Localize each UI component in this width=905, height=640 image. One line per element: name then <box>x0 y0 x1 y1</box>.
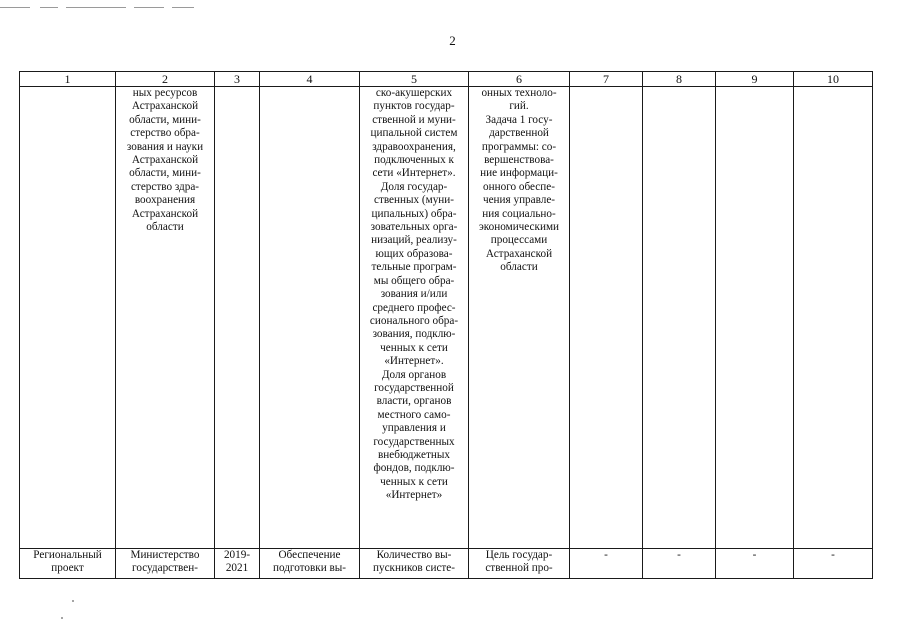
table-cell <box>116 87 215 549</box>
cell-text-line: Доля органов <box>381 368 447 381</box>
cell-text-line: низаций, реализу- <box>371 234 457 247</box>
cell-text-line: экономическими <box>478 221 560 234</box>
cell-text-line: 2021 <box>225 562 249 575</box>
cell-text-line: Астраханской <box>485 247 553 260</box>
cell-text-line: процессами <box>490 234 548 247</box>
cell-text-line: онного обеспе- <box>483 180 555 193</box>
cell-text-line: Региональный <box>33 549 102 561</box>
cell-text-line: пускников систе- <box>373 562 455 575</box>
column-number: 10 <box>794 72 873 87</box>
cell-text-line: дарственной <box>489 127 549 140</box>
table-cell <box>116 549 215 579</box>
cell-text-line: ственной и муни- <box>372 113 456 126</box>
cell-text-line: 2019- <box>223 549 251 561</box>
cell-text-line: Обеспечение <box>278 549 341 561</box>
cell-text-line: проект <box>51 562 84 575</box>
cell-text-line: ченных к сети <box>380 475 448 488</box>
cell-text-line: внебюджетных <box>378 448 450 461</box>
cell-text-line: фондов, подклю- <box>373 462 455 475</box>
cell-text-line: сионального обра- <box>369 314 459 327</box>
cell-text-line: ния социально- <box>482 207 556 220</box>
table-cell <box>360 87 469 549</box>
table-cell <box>469 87 570 549</box>
table-cell <box>469 549 570 579</box>
cell-text-line: области <box>500 261 538 274</box>
column-number: 3 <box>215 72 260 87</box>
table-row <box>20 87 873 549</box>
cell-text-line: подключенных к <box>374 154 454 167</box>
table-cell <box>20 87 116 549</box>
scan-artifact-line <box>134 7 164 8</box>
cell-text-line: Астраханской <box>131 100 199 113</box>
cell-text-line: государственных <box>373 435 455 448</box>
cell-text-line: Астраханской <box>131 154 199 167</box>
cell-text-line: власти, органов <box>376 395 452 408</box>
cell-text-line: государственной <box>374 381 454 394</box>
column-number: 4 <box>260 72 360 87</box>
cell-text-line: тельные програм- <box>371 261 457 274</box>
cell-text-line: государствен- <box>132 562 198 575</box>
cell-text-line: здравоохранения, <box>372 140 456 153</box>
cell-text-line: пунктов государ- <box>373 100 455 113</box>
cell-text-line: воохранения <box>134 194 196 207</box>
cell-text-line: - <box>831 549 835 561</box>
cell-text-line: ченных к сети <box>380 341 448 354</box>
cell-text-line: ных ресурсов <box>132 87 198 99</box>
column-number: 7 <box>570 72 643 87</box>
cell-text-line: - <box>677 549 681 561</box>
cell-text-line: области <box>146 221 184 234</box>
column-number: 9 <box>716 72 794 87</box>
table-cell <box>215 87 260 549</box>
scan-artifact-line <box>66 7 126 8</box>
cell-text-line: ско-акушерских <box>375 87 453 99</box>
cell-text-line: ственной про- <box>485 562 553 575</box>
table-cell <box>215 549 260 579</box>
cell-text-line: сети «Интернет». <box>372 167 456 180</box>
table-cell <box>794 549 873 579</box>
column-number: 5 <box>360 72 469 87</box>
cell-text-line: Цель государ- <box>485 549 553 561</box>
cell-text-line: зования и/или <box>380 288 448 301</box>
table-cell <box>794 87 873 549</box>
cell-text-line: Доля государ- <box>380 180 448 193</box>
column-number: 6 <box>469 72 570 87</box>
cell-text-line: стерство здра- <box>130 180 200 193</box>
cell-text-line: Количество вы- <box>376 549 452 561</box>
cell-text-line: ние информаци- <box>480 167 558 180</box>
cell-text-line: зования и науки <box>126 140 204 153</box>
table-cell <box>570 87 643 549</box>
cell-text-line: - <box>752 549 757 561</box>
scan-speck <box>61 617 63 619</box>
table-cell <box>570 549 643 579</box>
header-row <box>20 72 873 87</box>
cell-text-line: «Интернет». <box>384 355 444 368</box>
column-number: 2 <box>116 72 215 87</box>
cell-text-line: программы: со- <box>481 140 557 153</box>
cell-text-line: Министерство <box>130 549 200 561</box>
table-cell <box>643 87 716 549</box>
column-number: 1 <box>20 72 116 87</box>
table-cell <box>716 549 794 579</box>
cell-text-line: ципальной систем <box>370 127 458 140</box>
cell-text-line: «Интернет» <box>385 489 443 502</box>
table-cell <box>716 87 794 549</box>
table-cell <box>260 549 360 579</box>
table-cell <box>260 87 360 549</box>
scan-artifact-line <box>172 7 194 8</box>
table-cell <box>360 549 469 579</box>
scan-speck <box>72 600 74 602</box>
cell-text-line: зования, подклю- <box>372 328 456 341</box>
cell-text-line: - <box>604 549 608 561</box>
cell-text-line: управления и <box>382 422 446 435</box>
cell-text-line: подготовки вы- <box>272 562 347 575</box>
table-cell <box>20 549 116 579</box>
cell-text-line: гий. <box>509 100 529 113</box>
cell-text-line: Задача 1 госу- <box>485 113 553 126</box>
cell-text-line: ющих образова- <box>375 247 453 260</box>
scan-artifact-line <box>40 7 58 8</box>
cell-text-line: онных техноло- <box>481 87 557 99</box>
scan-artifact-line <box>0 7 30 8</box>
table-row <box>20 549 873 579</box>
document-table <box>19 71 873 579</box>
cell-text-line: местного само- <box>377 408 451 421</box>
cell-text-line: зовательных орга- <box>370 221 458 234</box>
cell-text-line: вершенствова- <box>484 154 554 167</box>
cell-text-line: чения управле- <box>482 194 556 207</box>
cell-text-line: Астраханской <box>131 207 199 220</box>
page-number: 2 <box>449 33 456 48</box>
cell-text-line: области, мини- <box>129 167 201 180</box>
cell-text-line: ственных (муни- <box>373 194 455 207</box>
cell-text-line: мы общего обра- <box>373 274 455 287</box>
cell-text-line: среднего профес- <box>372 301 456 314</box>
cell-text-line: области, мини- <box>129 113 201 126</box>
table-cell <box>643 549 716 579</box>
cell-text-line: ципальных) обра- <box>371 207 457 220</box>
column-number: 8 <box>643 72 716 87</box>
cell-text-line: стерство обра- <box>130 127 200 140</box>
